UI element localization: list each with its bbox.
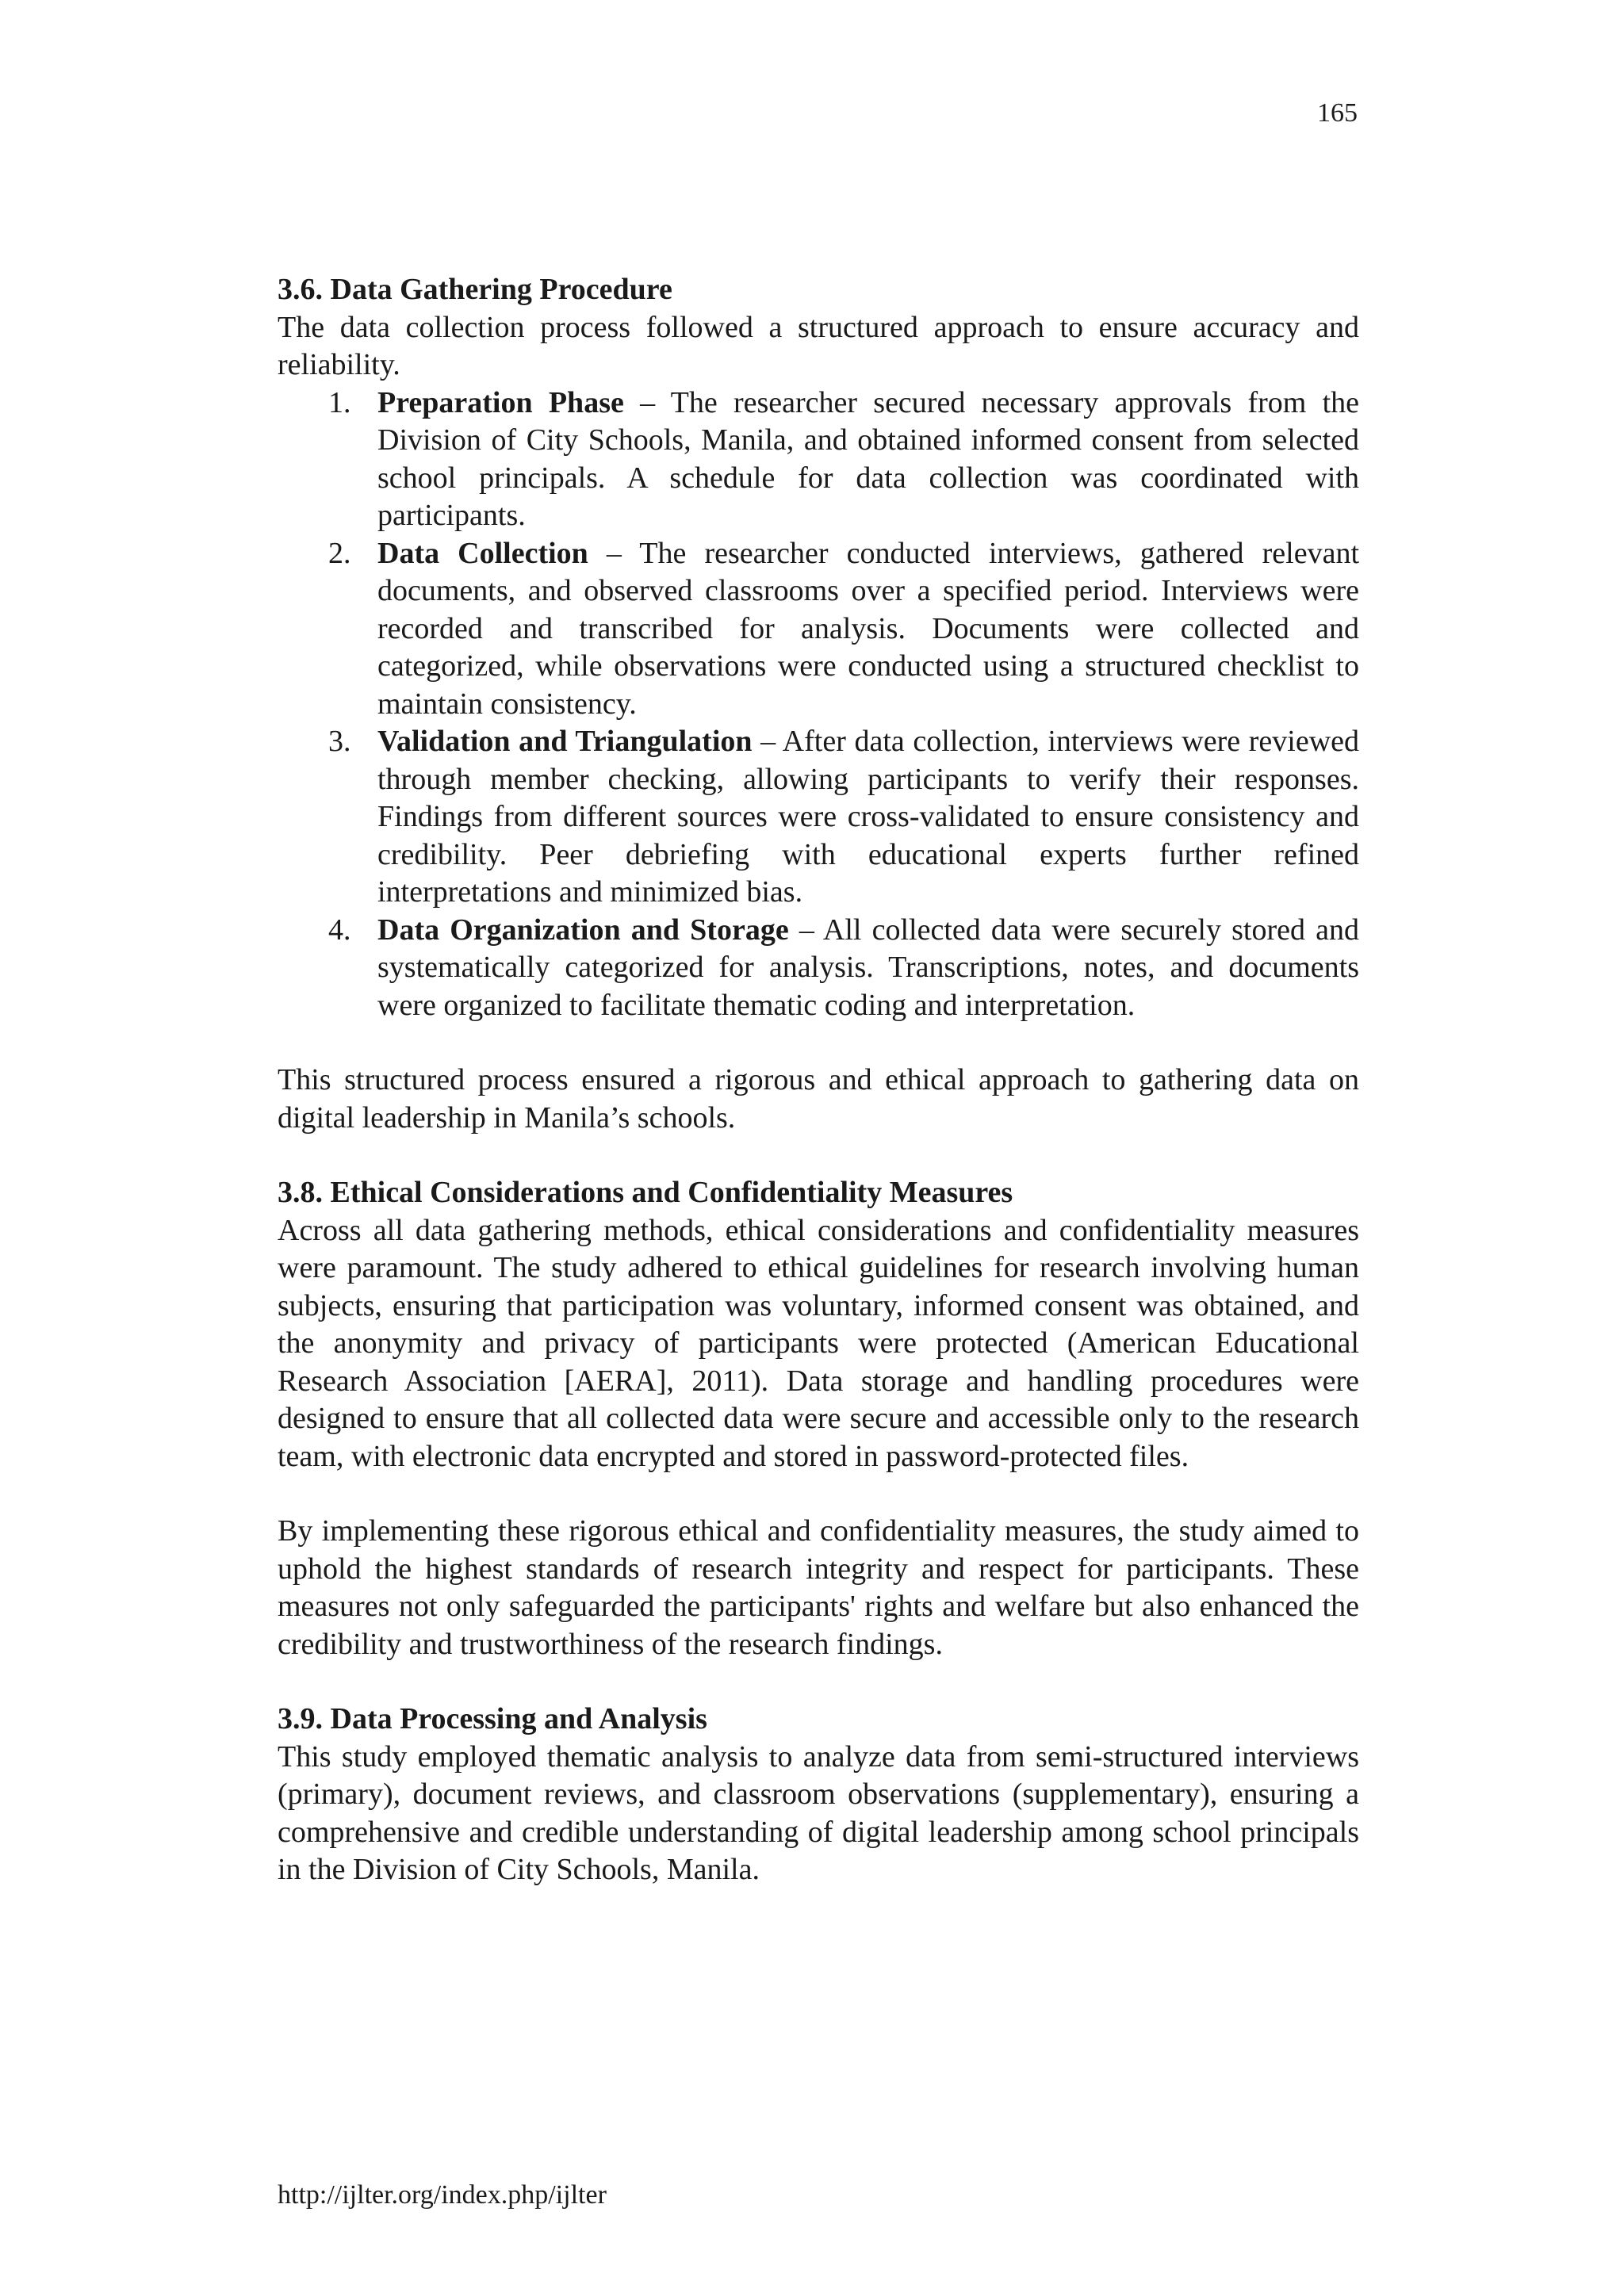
list-item-text: – The researcher conducted interviews, gathered relevant documents, and observed classrooms over a specified period. Interviews were recorded and transcribed for analysis. Documents were collected and categorized, while observations were conducted using a structured checklist to maintain consistency. — [377, 536, 1360, 721]
list-item-term: Preparation Phase — [377, 385, 624, 419]
page-number: 165 — [1317, 98, 1358, 128]
list-item-text: – The researcher secured necessary approvals from the Division of City Schools, Manila, and obtained informed consent from selected school principals. A schedule for data collection was coordinated with participants. — [377, 385, 1359, 532]
list-item-text: – After data collection, interviews were reviewed through member checking, allowing participants to verify their responses. Findings from different sources were cross-validated to ensure consistency and credibility. Peer debriefing with educational experts further refined interpretations and minimized bias. — [377, 725, 1359, 909]
list-item-term: Data Collection — [377, 536, 588, 570]
list-item — [278, 535, 1359, 724]
list-item — [278, 912, 1359, 1025]
list-item-number: 3. — [328, 725, 351, 758]
section-3-9-paragraph-1: This study employed thematic analysis to analyze data from semi-structured interviews (primary), document reviews, and classroom observations (supplementary), ensuring a comprehensive and credible understanding of digital leadership among school principals in the Division of City Schools, Manila. — [278, 1739, 1359, 1886]
list-item — [278, 723, 1359, 912]
list-item-term: Validation and Triangulation — [377, 725, 753, 758]
list-item-number: 2. — [328, 536, 351, 570]
section-3-6-intro: The data collection process followed a structured approach to ensure accuracy and reliability. — [278, 310, 1359, 381]
list-item-number: 4. — [328, 913, 351, 947]
section-3-8-paragraph-1: Across all data gathering methods, ethical considerations and confidentiality measures were paramount. The study adhered to ethical guidelines for research involving human subjects, ensuring that participation was voluntary, informed consent was obtained, and the anonymity and privacy of participants were protected (American Educational Research Association [AERA], 2011). Data storage and handling procedures were designed to ensure that all collected data were secure and accessible only to the research team, with electronic data encrypted and stored in password-protected files. — [278, 1213, 1359, 1473]
list-item-number: 1. — [328, 385, 351, 419]
list-item-text: – All collected data were securely stored and systematically categorized for analysis. Transcriptions, notes, and documents were organized to facilitate thematic coding and interpretation. — [377, 913, 1359, 1022]
list-item-term: Data Organization and Storage — [377, 913, 789, 947]
section-3-8-paragraph-2: By implementing these rigorous ethical and confidentiality measures, the study aimed to uphold the highest standards of research integrity and respect for participants. These measures not only safeguarded the participants' rights and welfare but also enhanced the credibility and trustworthiness of the research findings. — [278, 1514, 1359, 1661]
procedure-list — [278, 385, 1359, 1025]
section-3-6-closing: This structured process ensured a rigorous and ethical approach to gathering data on digital leadership in Manila’s schools. — [278, 1063, 1359, 1135]
section-heading-3-8: 3.8. Ethical Considerations and Confidentiality Measures — [278, 1176, 1013, 1209]
section-heading-3-6: 3.6. Data Gathering Procedure — [278, 273, 672, 306]
footer-url: http://ijlter.org/index.php/ijlter — [278, 2180, 607, 2210]
section-heading-3-9: 3.9. Data Processing and Analysis — [278, 1702, 707, 1735]
page-content — [278, 271, 1359, 1889]
list-item — [278, 385, 1359, 535]
